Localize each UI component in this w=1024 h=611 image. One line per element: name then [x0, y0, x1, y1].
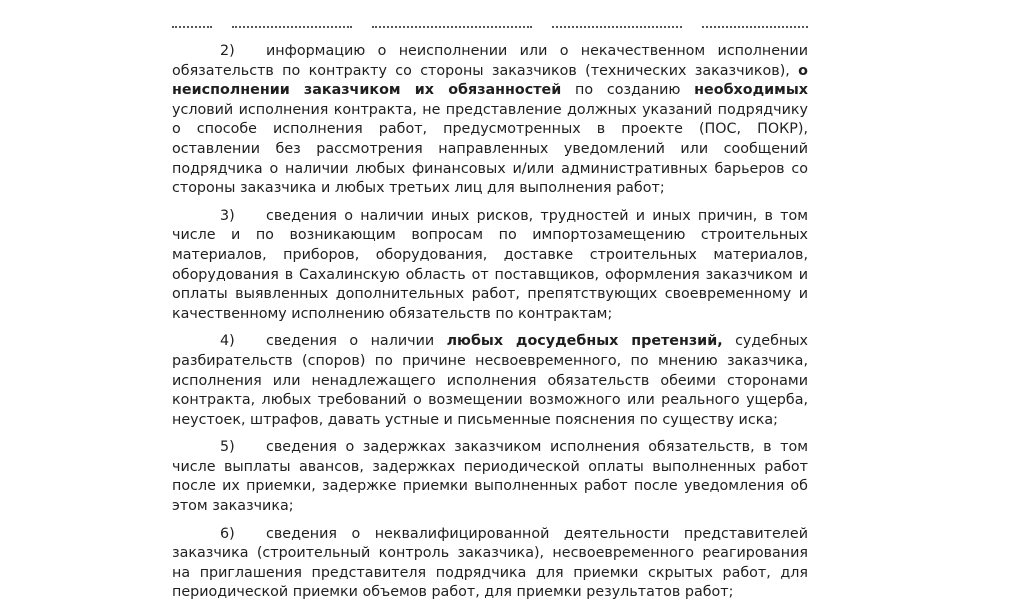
list-item-2 [172, 42, 808, 199]
item-text: информацию о неисполнении или о некачественном исполнении обязательств по контракту со стороны заказчиков (технических заказчиков), [172, 43, 808, 79]
item-text: судебных разбирательств (споров) по причине несвоевременного, по мнению заказчика, исполнения или ненадлежащего исполнения обязательств обеими сторонами контракта, любых требований о возмещении возможного или реального ущерба, неустоек, штрафов, давать устные и письменные пояснения по существу иска; [172, 333, 808, 428]
item-number: 5) [220, 439, 235, 456]
list-item-3 [172, 207, 808, 325]
item-text: сведения о задержках заказчиком исполнения обязательств, в том числе выплаты авансов, задержках периодической оплаты выполненных работ после их приемки, задержке приемки выполненных работ после уведомления об этом заказчика; [172, 439, 808, 515]
item-text: по созданию [561, 82, 695, 99]
item-number: 6) [220, 525, 235, 542]
list-item-5 [172, 438, 808, 516]
item-number: 3) [220, 207, 235, 224]
list-item-4 [172, 332, 808, 430]
item-text-bold: любых досудебных претензий, [446, 333, 723, 350]
item-text: сведения о неквалифицированной деятельности представителей заказчика (строительный контроль заказчика), несвоевременного реагирования на приглашения представителя подрядчика для приемки скрытых работ, для периодической приемки объемов работ, для приемки результатов работ; [172, 525, 808, 601]
item-text-bold: необходимых [694, 82, 808, 99]
item-text: сведения о наличии иных рисков, трудностей и иных причин, в том числе и по возникающим вопросам по импортозамещению строительных материалов, приборов, оборудования, доставке строительных материалов, оборудования в Сахалинскую область от поставщиков, оформления заказчиком и оплаты выявленных дополнительных работ, препятствующих своевременному и качественному исполнению обязательств по контрактам; [172, 207, 808, 322]
clipped-previous-line [172, 29, 808, 35]
item-text-bold: о неисполнении заказчиком их обязанностей [172, 62, 808, 99]
item-text: условий исполнения контракта, не представление должных указаний подрядчику о способе исполнения работ, предусмотренных в проекте (ПОС, ПОКР), оставлении без рассмотрения направленных уведомлений или сообщений подрядчика о наличии любых финансовых и/или административных барьеров со стороны заказчика и любых третьих лиц для выполнения работ; [172, 101, 808, 197]
item-text: сведения о наличии [266, 333, 447, 350]
item-number: 2) [220, 43, 235, 59]
item-number: 4) [220, 333, 235, 350]
list-item-6 [172, 525, 808, 603]
document-body [172, 42, 808, 611]
